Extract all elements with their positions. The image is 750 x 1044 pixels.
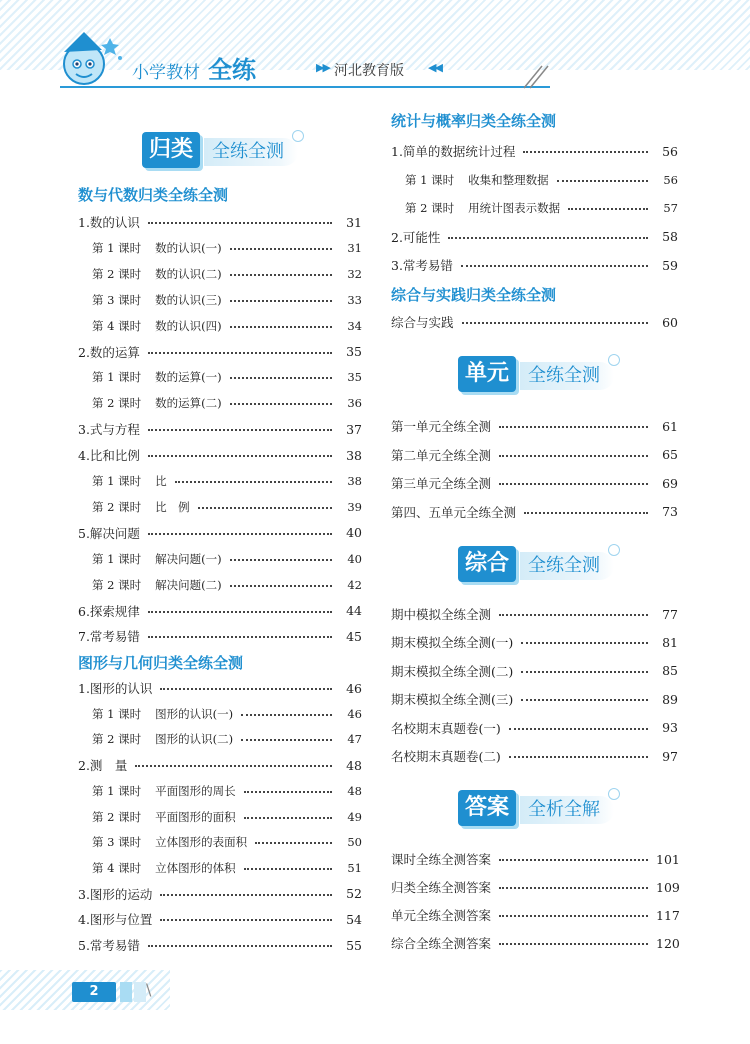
toc-entry[interactable] xyxy=(92,729,362,749)
entry-label: 第 3 课时 xyxy=(92,835,142,850)
entry-title: 平面图形的周长 xyxy=(155,783,236,798)
entry-page: 51 xyxy=(347,860,362,875)
entry-title: 解决问题(一) xyxy=(155,551,222,566)
dot-leader xyxy=(557,180,648,182)
dot-leader xyxy=(241,714,332,716)
toc-entry[interactable] xyxy=(78,884,362,904)
toc-entry[interactable] xyxy=(92,832,362,852)
toc-entry[interactable] xyxy=(92,367,362,387)
entry-title: 收集和整理数据 xyxy=(468,172,549,187)
entry-label: 第 1 课时 xyxy=(92,240,142,255)
dot-leader xyxy=(230,585,332,587)
banner-box: 单元 xyxy=(458,356,516,392)
entry-page: 31 xyxy=(346,214,362,230)
entry-page: 93 xyxy=(662,720,678,736)
dot-leader xyxy=(521,671,648,673)
entry-label: 3.常考易错 xyxy=(391,258,453,273)
toc-entry[interactable] xyxy=(92,316,362,336)
toc-entry[interactable] xyxy=(405,170,678,190)
dot-leader xyxy=(230,274,332,276)
entry-page: 56 xyxy=(663,172,678,187)
toc-entry[interactable] xyxy=(391,604,678,624)
entry-title: 数的认识(四) xyxy=(155,318,222,333)
entry-title: 立体图形的表面积 xyxy=(155,835,248,850)
dot-leader xyxy=(148,533,332,535)
dot-leader xyxy=(148,429,332,431)
dot-leader xyxy=(148,945,332,947)
entry-label: 第 1 课时 xyxy=(405,172,455,187)
dot-leader xyxy=(244,868,332,870)
entry-label: 第 1 课时 xyxy=(92,706,142,721)
toc-entry[interactable] xyxy=(92,264,362,284)
banner-box: 综合 xyxy=(458,546,516,582)
entry-label: 1.简单的数据统计过程 xyxy=(391,144,516,159)
toc-entry[interactable] xyxy=(78,342,362,362)
entry-label: 期末模拟全练全测(三) xyxy=(391,692,514,708)
toc-entry[interactable] xyxy=(391,502,678,522)
entry-label: 综合与实践 xyxy=(391,315,454,330)
toc-entry[interactable] xyxy=(391,416,678,436)
entry-label: 1.数的认识 xyxy=(78,215,140,230)
dot-leader xyxy=(462,322,648,324)
section-title: 综合与实践归类全练全测 xyxy=(391,286,557,304)
entry-page: 48 xyxy=(347,783,362,798)
toc-entry[interactable] xyxy=(391,746,678,766)
entry-page: 42 xyxy=(347,577,362,592)
toc-entry[interactable] xyxy=(391,849,678,869)
entry-page: 59 xyxy=(662,257,678,273)
dot-leader xyxy=(524,512,648,514)
toc-entry[interactable] xyxy=(78,419,362,439)
entry-label: 第 2 课时 xyxy=(92,396,142,411)
toc-entry[interactable] xyxy=(391,473,678,493)
entry-page: 109 xyxy=(656,879,680,895)
entry-label: 名校期末真题卷(一) xyxy=(391,720,501,736)
entry-page: 44 xyxy=(346,603,362,618)
entry-label: 第 2 课时 xyxy=(92,577,142,592)
entry-label: 第 3 课时 xyxy=(92,292,142,307)
dot-leader xyxy=(499,483,648,485)
entry-label: 单元全练全测答案 xyxy=(391,908,492,923)
toc-entry[interactable] xyxy=(391,933,678,953)
entry-page: 97 xyxy=(662,748,678,764)
dot-leader xyxy=(160,919,332,921)
toc-entry[interactable] xyxy=(78,601,362,621)
book-title: 全练 xyxy=(208,56,256,84)
entry-label: 归类全练全测答案 xyxy=(391,880,492,895)
mascot-icon xyxy=(50,28,130,92)
section-title: 图形与几何归类全练全测 xyxy=(78,654,244,672)
footer-square xyxy=(134,982,146,1002)
entry-page: 50 xyxy=(347,835,362,850)
entry-page: 69 xyxy=(662,475,678,491)
dot-leader xyxy=(230,559,332,561)
entry-label: 第 1 课时 xyxy=(92,474,142,488)
toc-entry[interactable] xyxy=(92,807,362,827)
entry-page: 33 xyxy=(347,292,362,307)
dot-leader xyxy=(198,507,332,509)
entry-label: 第 2 课时 xyxy=(405,201,455,215)
dot-leader xyxy=(148,611,332,613)
entry-page: 54 xyxy=(346,911,362,927)
entry-label: 2.数的运算 xyxy=(78,344,140,360)
entry-title: 数的运算(二) xyxy=(155,396,222,411)
entry-page: 81 xyxy=(662,634,678,650)
dot-leader xyxy=(448,237,648,239)
dot-leader xyxy=(230,377,332,379)
entry-title: 数的认识(二) xyxy=(155,266,222,281)
entry-page: 60 xyxy=(662,314,678,330)
dot-leader xyxy=(568,208,648,210)
toc-entry[interactable] xyxy=(92,781,362,801)
toc-entry[interactable] xyxy=(78,935,362,955)
entry-page: 46 xyxy=(346,680,362,696)
entry-title: 用统计图表示数据 xyxy=(468,201,561,215)
arrow-left-icon: ◀◀ xyxy=(428,61,441,74)
entry-label: 2.可能性 xyxy=(391,229,441,245)
dot-leader xyxy=(230,248,332,250)
entry-label: 期末模拟全练全测(二) xyxy=(391,663,514,679)
entry-page: 40 xyxy=(346,525,362,541)
entry-label: 4.图形与位置 xyxy=(78,912,153,928)
entry-label: 1.图形的认识 xyxy=(78,681,153,696)
toc-entry[interactable] xyxy=(391,255,678,275)
entry-label: 第 1 课时 xyxy=(92,783,142,798)
entry-label: 6.探索规律 xyxy=(78,603,140,619)
entry-label: 名校期末真题卷(二) xyxy=(391,749,501,764)
entry-title: 比 xyxy=(155,474,167,488)
footer-slash: \ xyxy=(146,980,152,999)
dot-leader xyxy=(509,728,648,730)
entry-title: 立体图形的体积 xyxy=(155,860,236,875)
entry-page: 65 xyxy=(662,447,678,463)
entry-label: 第 2 课时 xyxy=(92,732,142,747)
section-title: 统计与概率归类全练全测 xyxy=(391,112,557,130)
toc-entry[interactable] xyxy=(391,905,678,925)
ring-decoration xyxy=(608,544,620,556)
entry-label: 第 4 课时 xyxy=(92,860,142,875)
entry-page: 85 xyxy=(662,663,678,679)
dot-leader xyxy=(148,222,332,224)
entry-label: 4.比和比例 xyxy=(78,448,140,464)
entry-page: 57 xyxy=(663,201,678,215)
toc-entry[interactable] xyxy=(391,445,678,465)
dot-leader xyxy=(244,817,332,819)
entry-label: 综合全练全测答案 xyxy=(391,936,492,951)
entry-page: 117 xyxy=(656,907,680,923)
toc-entry[interactable] xyxy=(391,877,678,897)
entry-page: 35 xyxy=(347,370,362,385)
entry-label: 7.常考易错 xyxy=(78,629,140,645)
toc-entry[interactable] xyxy=(391,312,678,332)
entry-label: 第四、五单元全练全测 xyxy=(391,504,517,520)
toc-entry[interactable] xyxy=(92,549,362,569)
entry-label: 期中模拟全练全测 xyxy=(391,607,492,622)
banner-box: 答案 xyxy=(458,790,516,826)
entry-title: 数的认识(一) xyxy=(155,240,222,255)
dot-leader xyxy=(160,688,332,690)
toc-entry[interactable] xyxy=(92,471,362,491)
entry-label: 3.图形的运动 xyxy=(78,886,153,902)
dot-leader xyxy=(521,699,648,701)
entry-label: 第 1 课时 xyxy=(92,551,142,566)
banner-box: 归类 xyxy=(142,132,200,168)
page-number: 2 xyxy=(72,982,116,1002)
entry-label: 第 4 课时 xyxy=(92,318,142,333)
dot-leader xyxy=(148,455,332,457)
dot-leader xyxy=(523,151,648,153)
dot-leader xyxy=(499,426,648,428)
entry-title: 数的运算(一) xyxy=(155,370,222,385)
entry-page: 36 xyxy=(347,396,362,411)
entry-page: 48 xyxy=(346,757,362,773)
dot-leader xyxy=(499,887,648,889)
ring-decoration xyxy=(608,354,620,366)
toc-entry[interactable] xyxy=(78,909,362,929)
entry-page: 55 xyxy=(346,937,362,953)
dot-leader xyxy=(241,739,332,741)
entry-page: 46 xyxy=(347,706,362,721)
entry-title: 图形的认识(一) xyxy=(155,706,234,721)
ring-decoration xyxy=(292,130,304,142)
entry-label: 第二单元全练全测 xyxy=(391,447,492,463)
entry-page: 31 xyxy=(347,240,362,255)
entry-title: 比 例 xyxy=(155,499,190,514)
entry-page: 49 xyxy=(347,809,362,824)
series-name: 小学教材 xyxy=(132,63,200,83)
dot-leader xyxy=(499,859,648,861)
entry-title: 平面图形的面积 xyxy=(155,809,236,824)
entry-page: 101 xyxy=(656,851,680,867)
entry-page: 38 xyxy=(346,447,362,463)
dot-leader xyxy=(499,455,648,457)
entry-page: 39 xyxy=(347,499,362,514)
toc-entry[interactable] xyxy=(391,141,678,161)
dot-leader xyxy=(499,614,648,616)
footer-square xyxy=(120,982,132,1002)
dot-leader xyxy=(230,403,332,405)
dot-leader xyxy=(509,756,648,758)
toc-entry[interactable] xyxy=(78,523,362,543)
entry-page: 35 xyxy=(346,344,362,359)
banner-tail: 全练全测 xyxy=(520,552,614,580)
toc-entry[interactable] xyxy=(391,689,678,709)
entry-page: 34 xyxy=(347,318,362,333)
dot-leader xyxy=(135,765,332,767)
entry-label: 课时全练全测答案 xyxy=(391,852,492,867)
entry-label: 5.常考易错 xyxy=(78,938,140,953)
toc-entry[interactable] xyxy=(78,626,362,646)
dot-leader xyxy=(255,842,332,844)
entry-page: 56 xyxy=(662,143,678,159)
toc-entry[interactable] xyxy=(391,718,678,738)
dot-leader xyxy=(499,915,648,917)
dot-leader xyxy=(461,265,648,267)
toc-entry[interactable] xyxy=(391,661,678,681)
dot-leader xyxy=(244,791,332,793)
entry-page: 61 xyxy=(662,418,678,434)
toc-entry[interactable] xyxy=(405,198,678,218)
section-title: 数与代数归类全练全测 xyxy=(78,186,229,204)
toc-entry[interactable] xyxy=(78,212,362,232)
entry-title: 解决问题(二) xyxy=(155,577,222,592)
entry-label: 3.式与方程 xyxy=(78,422,140,438)
entry-page: 38 xyxy=(347,474,362,488)
entry-page: 58 xyxy=(662,229,678,244)
toc-entry[interactable] xyxy=(92,704,362,724)
toc-entry[interactable] xyxy=(78,755,362,775)
toc-entry[interactable] xyxy=(92,238,362,258)
entry-page: 77 xyxy=(662,606,678,622)
edition-label: 河北教育版 xyxy=(334,63,404,79)
entry-label: 第 2 课时 xyxy=(92,809,142,824)
banner-tail: 全练全测 xyxy=(204,138,298,166)
entry-page: 32 xyxy=(347,266,362,281)
dot-leader xyxy=(499,943,648,945)
dot-leader xyxy=(230,326,332,328)
entry-page: 120 xyxy=(656,935,680,951)
header-rule xyxy=(60,86,550,88)
toc-entry[interactable] xyxy=(92,290,362,310)
entry-page: 89 xyxy=(662,691,678,707)
arrow-right-icon: ▶▶ xyxy=(316,61,329,74)
entry-label: 第 2 课时 xyxy=(92,266,142,281)
entry-page: 73 xyxy=(662,504,678,520)
banner-tail: 全析全解 xyxy=(520,796,614,824)
dot-leader xyxy=(148,352,332,354)
entry-page: 45 xyxy=(346,628,362,644)
entry-label: 2.测 量 xyxy=(78,758,128,774)
entry-label: 5.解决问题 xyxy=(78,525,140,541)
entry-page: 52 xyxy=(346,886,362,902)
entry-title: 数的认识(三) xyxy=(155,292,222,307)
page-footer xyxy=(0,970,750,1044)
header-decoration xyxy=(520,62,550,90)
dot-leader xyxy=(175,481,332,483)
dot-leader xyxy=(521,642,648,644)
entry-page: 37 xyxy=(346,421,362,437)
dot-leader xyxy=(148,636,332,638)
banner-tail: 全练全测 xyxy=(520,362,614,390)
toc-entry[interactable] xyxy=(92,858,362,878)
toc-entry[interactable] xyxy=(92,497,362,517)
entry-title: 图形的认识(二) xyxy=(155,732,234,747)
toc-entry[interactable] xyxy=(78,678,362,698)
entry-label: 第 1 课时 xyxy=(92,370,142,385)
entry-label: 第三单元全练全测 xyxy=(391,476,492,492)
toc-entry[interactable] xyxy=(391,632,678,652)
toc-entry[interactable] xyxy=(391,227,678,247)
entry-label: 期末模拟全练全测(一) xyxy=(391,635,514,651)
toc-entry[interactable] xyxy=(92,575,362,595)
page-header xyxy=(0,0,750,100)
entry-page: 47 xyxy=(347,732,362,747)
ring-decoration xyxy=(608,788,620,800)
toc-entry[interactable] xyxy=(92,393,362,413)
entry-page: 40 xyxy=(347,551,362,566)
dot-leader xyxy=(160,894,332,896)
entry-label: 第一单元全练全测 xyxy=(391,419,492,434)
entry-label: 第 2 课时 xyxy=(92,499,142,514)
toc-entry[interactable] xyxy=(78,445,362,465)
dot-leader xyxy=(230,300,332,302)
